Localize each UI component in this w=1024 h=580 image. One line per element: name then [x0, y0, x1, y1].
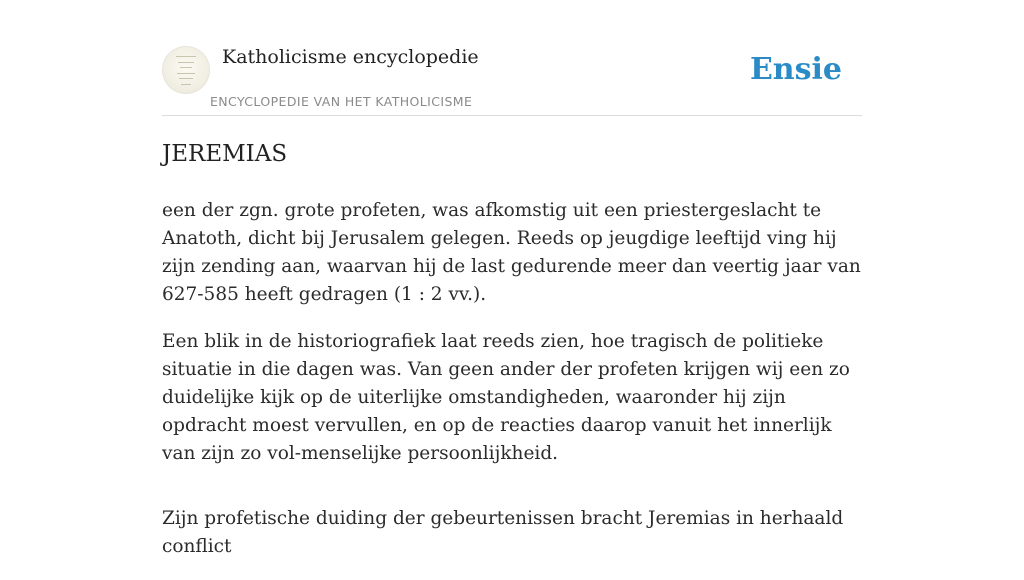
book-cover-icon-line	[180, 67, 192, 68]
book-cover-icon-line	[179, 78, 193, 79]
article	[162, 136, 862, 580]
article-paragraph: Een blik in de historiografiek laat reeds zien, hoe tragisch de politieke situatie in die dagen was. Van geen ander der profeten krijgen wij een zo duidelijke kijk op de uiterlijke omstandigheden, waaronder hij zijn opdracht moest vervullen, en op de reacties daarop vanuit het innerlijk van zijn zo vol-menselijke persoonlijkheid.	[162, 331, 850, 464]
article-heading: JEREMIAS	[162, 141, 288, 167]
encyclopedia-avatar[interactable]	[162, 46, 210, 94]
encyclopedia-title-link[interactable]: Katholicisme encyclopedie	[222, 46, 479, 68]
book-cover-icon-line	[176, 56, 196, 57]
article-paragraph: een der zgn. grote profeten, was afkomstig uit een priestergeslacht te Anatoth, dicht bij Jerusalem gelegen. Reeds op jeugdige leeftijd ving hij zijn zending aan, waarvan hij de last gedurende meer dan veertig jaar van 627-585 heeft gedragen (1 : 2 vv.).	[162, 200, 861, 305]
ensie-logo-link[interactable]: Ensie	[749, 52, 842, 87]
article-paragraph: Zijn profetische duiding der gebeurtenissen bracht Jeremias in herhaald conflict	[162, 508, 844, 557]
book-cover-icon-line	[178, 62, 194, 63]
site-header	[162, 44, 862, 116]
book-cover-icon-line	[181, 84, 191, 85]
encyclopedia-subtitle: ENCYCLOPEDIE VAN HET KATHOLICISME	[210, 94, 473, 109]
book-cover-icon-line	[177, 73, 195, 74]
